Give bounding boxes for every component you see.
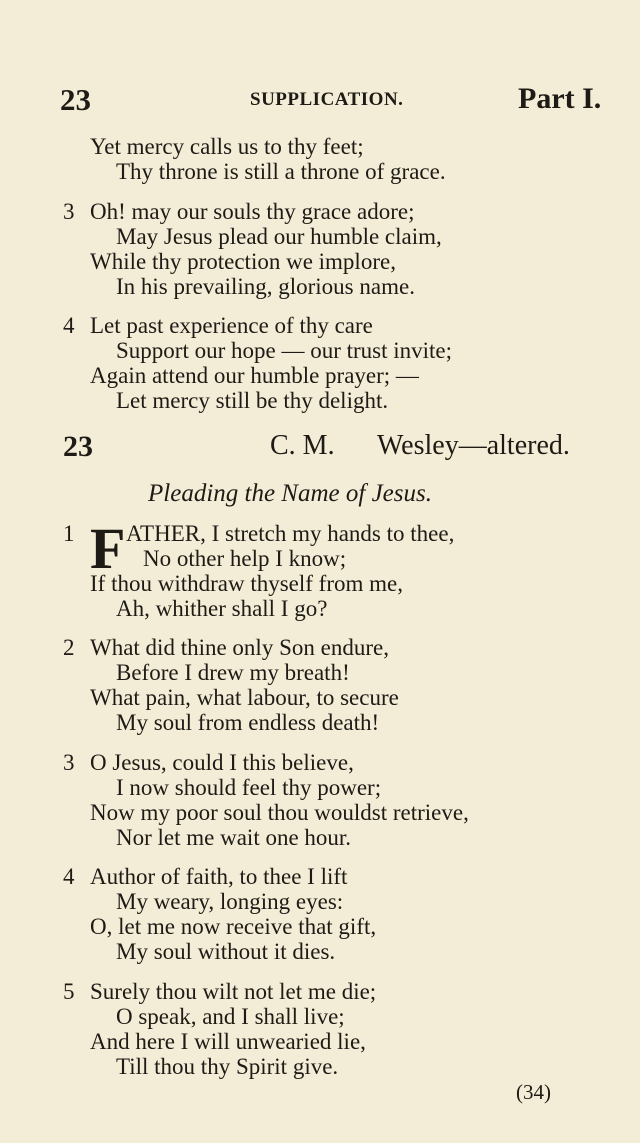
verse-line: O speak, and I shall live;	[116, 1004, 345, 1029]
part-label: Part I.	[518, 82, 602, 115]
hymn-author: Wesley—altered.	[377, 430, 570, 461]
stanza-number: 4	[63, 313, 75, 338]
verse-line: Thy throne is still a throne of grace.	[116, 159, 446, 184]
verse-line: Author of faith, to thee I lift	[90, 864, 348, 889]
verse-line: My soul from endless death!	[116, 710, 380, 735]
verse-line: My soul without it dies.	[116, 939, 336, 964]
stanza-number: 3	[63, 750, 75, 775]
verse-line: What did thine only Son endure,	[90, 635, 389, 660]
verse-line: Again attend our humble prayer; —	[90, 363, 419, 388]
stanza-number: 3	[63, 199, 75, 224]
hymn-meter: C. M.	[270, 430, 335, 461]
verse-line: While thy protection we implore,	[90, 249, 396, 274]
verse-line: Oh! may our souls thy grace adore;	[90, 199, 415, 224]
verse-line: Before I drew my breath!	[116, 660, 350, 685]
verse-line: Ah, whither shall I go?	[116, 596, 328, 621]
verse-line: Let mercy still be thy delight.	[116, 388, 389, 413]
verse-line: O, let me now receive that gift,	[90, 914, 377, 939]
verse-line: Now my poor soul thou wouldst retrieve,	[90, 800, 469, 825]
verse-line: My weary, longing eyes:	[116, 889, 344, 914]
hymn-title: Pleading the Name of Jesus.	[148, 480, 432, 507]
footer-page-number: (34)	[516, 1080, 551, 1104]
verse-line: In his prevailing, glorious name.	[116, 274, 415, 299]
verse-line: I now should feel thy power;	[116, 775, 382, 800]
verse-line: Yet mercy calls us to thy feet;	[90, 134, 364, 159]
verse-line: Let past experience of thy care	[90, 313, 373, 338]
verse-line: May Jesus plead our humble claim,	[116, 224, 442, 249]
verse-line: Till thou thy Spirit give.	[116, 1054, 339, 1079]
verse-line: ATHER, I stretch my hands to thee,	[126, 521, 455, 546]
page-number: 23	[60, 82, 91, 117]
running-title: SUPPLICATION.	[250, 89, 404, 110]
verse-line: What pain, what labour, to secure	[90, 685, 399, 710]
stanza-number: 2	[63, 635, 75, 660]
verse-line: Nor let me wait one hour.	[116, 825, 352, 850]
verse-line: O Jesus, could I this believe,	[90, 750, 354, 775]
verse-line: Support our hope — our trust invite;	[116, 338, 453, 363]
verse-line: No other help I know;	[143, 546, 347, 571]
stanza-number: 5	[63, 979, 75, 1004]
hymn-number: 23	[63, 430, 93, 463]
drop-cap: F	[90, 516, 126, 581]
stanza-number: 1	[63, 521, 75, 546]
verse-line: If thou withdraw thyself from me,	[90, 571, 403, 596]
verse-line: Surely thou wilt not let me die;	[90, 979, 377, 1004]
verse-line: And here I will unwearied lie,	[90, 1029, 366, 1054]
stanza-number: 4	[63, 864, 75, 889]
